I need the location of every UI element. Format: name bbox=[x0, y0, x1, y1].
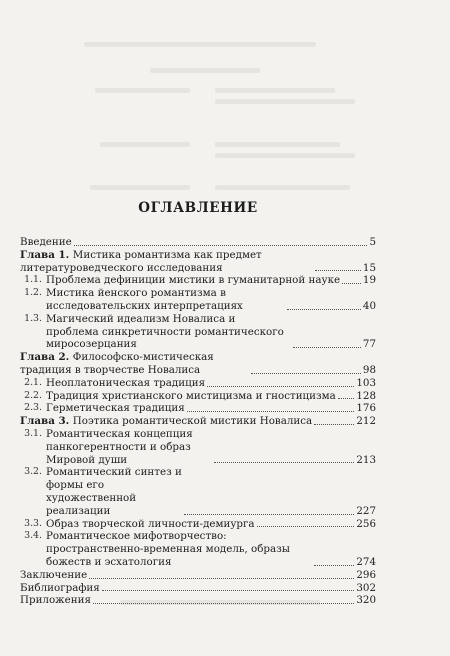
dot-leader bbox=[315, 270, 361, 271]
toc-entry-section-2-2[interactable] bbox=[20, 390, 376, 403]
dot-leader bbox=[314, 565, 354, 566]
toc-entry-page: 128 bbox=[356, 389, 376, 402]
toc-entry-section-2-3[interactable] bbox=[20, 402, 376, 415]
toc-entry-text: Проблема дефиниции мистики в гуманитарной науке bbox=[46, 274, 341, 287]
toc-entry-page: 77 bbox=[362, 338, 376, 351]
toc-entry-text: Мистика романтизма как предмет литературоведческого исследования bbox=[20, 248, 262, 274]
toc-entry-text: Образ творческой личности-демиурга bbox=[46, 517, 255, 530]
section-number: 2.3. bbox=[24, 402, 42, 414]
toc-entry-page: 19 bbox=[362, 274, 376, 287]
toc-entry-text: Романтическая концепция панкогерентности и образ Мировой души bbox=[46, 427, 193, 466]
toc-entry-chapter-2[interactable] bbox=[20, 351, 376, 377]
toc-entry-page: 227 bbox=[356, 504, 376, 517]
toc-entry-text: Приложения bbox=[20, 594, 91, 607]
toc-entry-section-1-2[interactable] bbox=[20, 287, 376, 313]
toc-entry-page: 5 bbox=[369, 236, 376, 248]
toc-entry-bibliography[interactable] bbox=[20, 582, 376, 595]
toc-entry-page: 213 bbox=[356, 453, 376, 466]
toc-entry-text: Философско-мистическая традиция в творчестве Новалиса bbox=[20, 351, 214, 376]
toc-entry-page: 15 bbox=[362, 261, 376, 274]
toc-entry-section-3-4[interactable] bbox=[20, 530, 376, 568]
toc-entry-page: 103 bbox=[356, 376, 376, 389]
toc-entry-page: 212 bbox=[356, 415, 376, 428]
toc-entry-conclusion[interactable] bbox=[20, 569, 376, 582]
section-number: 3.3. bbox=[24, 517, 42, 529]
toc-entry-text: Романтический синтез и формы его художественной реализации bbox=[46, 466, 182, 517]
dot-leader bbox=[207, 386, 354, 387]
dot-leader bbox=[93, 603, 354, 604]
toc-entry-introduction[interactable] bbox=[20, 236, 376, 249]
section-number: 1.3. bbox=[24, 312, 42, 324]
dot-leader bbox=[74, 245, 368, 246]
toc-entry-page: 302 bbox=[356, 581, 376, 594]
toc-entry-section-1-1[interactable] bbox=[20, 274, 376, 287]
toc-entry-section-3-1[interactable] bbox=[20, 428, 376, 466]
toc-entry-page: 40 bbox=[362, 299, 376, 312]
dot-leader bbox=[214, 462, 354, 463]
toc-entry-text: Романтическое мифотворчество: пространственно-временная модель, образы божеств и эсхатология bbox=[46, 530, 290, 568]
toc-entry-text: Магический идеализм Новалиса и проблема синкретичности романтического миросозерцания bbox=[46, 312, 284, 351]
dot-leader bbox=[251, 373, 361, 374]
chapter-label: Глава 1. bbox=[20, 248, 73, 261]
dot-leader bbox=[102, 590, 355, 591]
toc-entry-text: Заключение bbox=[20, 568, 88, 581]
toc-entry-appendices[interactable] bbox=[20, 594, 376, 607]
toc-entry-page: 256 bbox=[356, 517, 376, 530]
toc-entry-text: Введение bbox=[20, 236, 72, 248]
section-number: 2.2. bbox=[24, 389, 42, 401]
toc-entry-text: Герметическая традиция bbox=[46, 402, 185, 415]
section-number: 1.1. bbox=[24, 274, 42, 286]
toc-entry-section-1-3[interactable] bbox=[20, 313, 376, 351]
toc-entry-section-3-2[interactable] bbox=[20, 466, 376, 517]
toc-title: ОГЛАВЛЕНИЕ bbox=[138, 200, 258, 216]
toc-entry-page: 98 bbox=[362, 363, 376, 376]
dot-leader bbox=[293, 347, 361, 348]
dot-leader bbox=[89, 578, 354, 579]
toc-entry-page: 320 bbox=[356, 594, 376, 607]
toc-entry-section-3-3[interactable] bbox=[20, 518, 376, 531]
toc-entry-text: Традиция христианского мистицизма и гностицизма bbox=[46, 389, 336, 402]
section-number: 1.2. bbox=[24, 287, 42, 299]
section-number: 3.2. bbox=[24, 466, 42, 478]
table-of-contents bbox=[20, 200, 376, 607]
toc-entry-text: Библиография bbox=[20, 581, 100, 594]
toc-entry-text: Неоплатоническая традиция bbox=[46, 376, 206, 389]
dot-leader bbox=[187, 411, 355, 412]
dot-leader bbox=[257, 526, 355, 527]
section-number: 2.1. bbox=[24, 376, 42, 388]
toc-entry-text: Поэтика романтической мистики Новалиса bbox=[72, 415, 313, 428]
section-number: 3.4. bbox=[24, 530, 42, 542]
dot-leader bbox=[287, 309, 361, 310]
toc-entry-chapter-3[interactable] bbox=[20, 415, 376, 428]
toc-entry-page: 176 bbox=[356, 402, 376, 415]
dot-leader bbox=[338, 398, 355, 399]
toc-entry-section-2-1[interactable] bbox=[20, 377, 376, 390]
section-number: 3.1. bbox=[24, 427, 42, 439]
toc-entry-page: 274 bbox=[356, 555, 376, 568]
chapter-label: Глава 2. bbox=[20, 351, 73, 364]
dot-leader bbox=[184, 514, 354, 515]
toc-entry-text: Мистика йенского романтизма в исследовательских интерпретациях bbox=[46, 287, 243, 312]
dot-leader bbox=[314, 424, 354, 425]
toc-entry-page: 296 bbox=[356, 568, 376, 581]
dot-leader bbox=[342, 283, 361, 284]
chapter-label: Глава 3. bbox=[20, 415, 73, 428]
toc-entry-chapter-1[interactable] bbox=[20, 249, 376, 275]
